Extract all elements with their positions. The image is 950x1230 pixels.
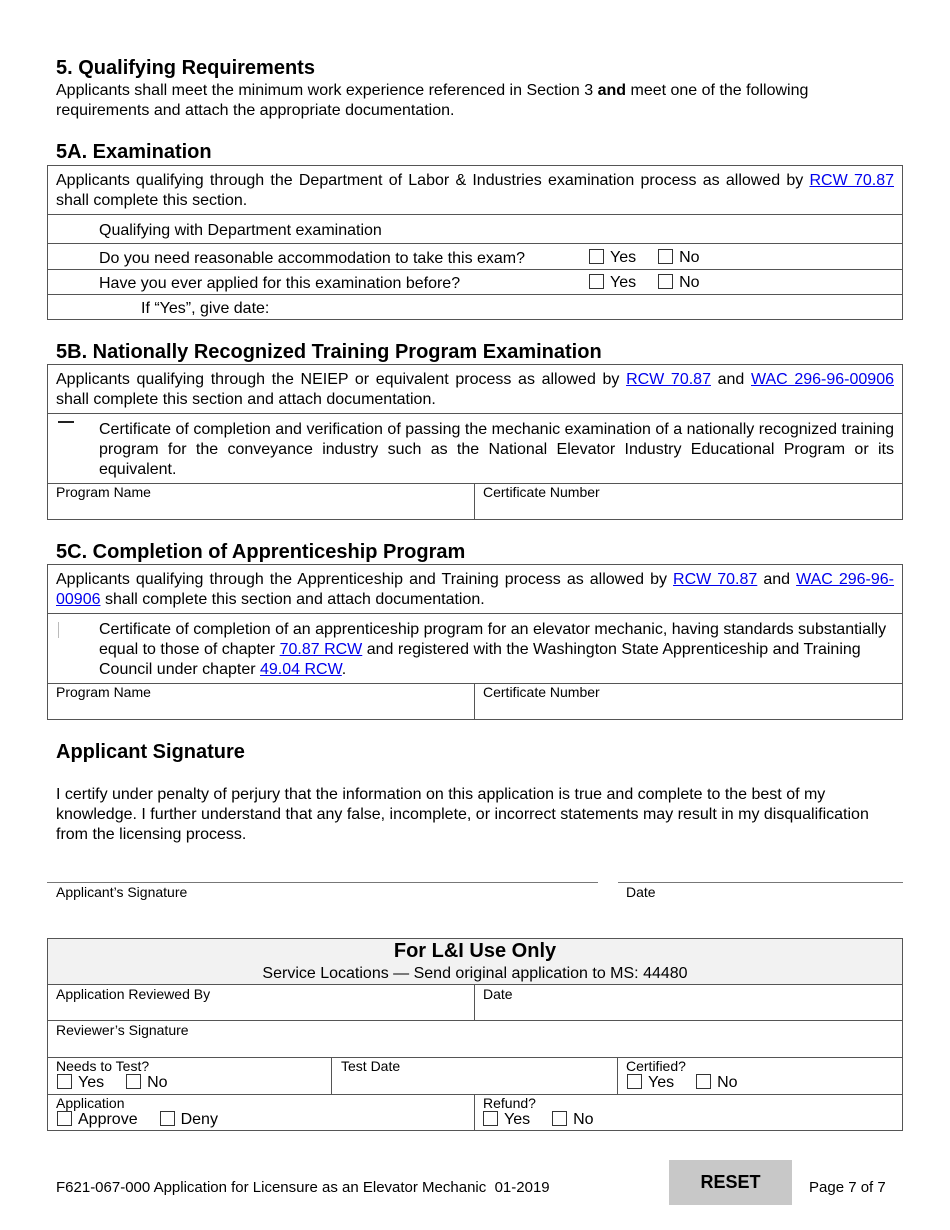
- signature-title: Applicant Signature: [56, 741, 245, 763]
- accommodation-options: Yes No: [589, 249, 722, 267]
- office-use-title: For L&I Use Only: [393, 940, 557, 962]
- section-5a-title: 5A. Examination: [56, 141, 212, 163]
- rcw-70-87-link[interactable]: RCW 70.87: [626, 371, 711, 388]
- if-yes-date-label: If “Yes”, give date:: [141, 300, 270, 317]
- certificate-number-field[interactable]: [476, 700, 902, 719]
- section-5c-description: Applicants qualifying through the Apprenticeship and Training process as allowed by RCW 70.87 and WAC 296-96-00906 shall complete this section and attach documentation.: [56, 571, 895, 608]
- certified-yes-checkbox[interactable]: [627, 1074, 642, 1089]
- applied-before-options: Yes No: [589, 274, 722, 292]
- wac-296-96-00906-link[interactable]: WAC 296-96-00906: [750, 371, 894, 388]
- program-name-field[interactable]: [48, 500, 473, 519]
- rcw-70-87-link[interactable]: RCW 70.87: [673, 571, 758, 588]
- certificate-number-label: Certificate Number: [483, 484, 600, 500]
- section-5a-description: Applicants qualifying through the Department of Labor & Industries examination process as allowed by RCW 70.87 shall complete this section.: [56, 172, 894, 209]
- office-use-subtitle: Service Locations — Send original application to MS: 44480: [262, 965, 688, 982]
- needs-test-no-checkbox[interactable]: [126, 1074, 141, 1089]
- deny-checkbox[interactable]: [160, 1111, 175, 1126]
- needs-test-yes-checkbox[interactable]: [57, 1074, 72, 1089]
- page-number: Page 7 of 7: [809, 1179, 886, 1196]
- qualifying-dept-exam: Qualifying with Department examination: [99, 222, 382, 239]
- section-5-title: 5. Qualifying Requirements: [56, 57, 315, 79]
- section-5b-title: 5B. Nationally Recognized Training Program Examination: [56, 341, 602, 363]
- section-5b-description: Applicants qualifying through the NEIEP or equivalent process as allowed by RCW 70.87 and WAC 296-96-00906 shall complete this section and attach documentation.: [56, 371, 894, 408]
- refund-options: Yes No: [483, 1111, 616, 1129]
- needs-to-test-options: Yes No: [57, 1074, 190, 1092]
- neiep-checkbox[interactable]: [58, 421, 74, 423]
- application-options: Approve Deny: [57, 1111, 240, 1129]
- form-identifier: F621-067-000 Application for Licensure as an Elevator Mechanic 01-2019: [56, 1179, 550, 1196]
- review-date-label: Date: [483, 986, 513, 1002]
- section-5-intro: Applicants shall meet the minimum work experience referenced in Section 3 and meet one of the following requirements and attach the appropriate documentation.: [56, 82, 809, 119]
- chapter-49-04-rcw-link[interactable]: 49.04 RCW: [259, 661, 342, 678]
- applied-before-no-checkbox[interactable]: [658, 274, 673, 289]
- apprenticeship-certificate-text: Certificate of completion of an apprenticeship program for an elevator mechanic, having standards substantially equal to those of chapter 70.87 RCW and registered with the Washington State Apprenticeship and Training Council under chapter 49.04 RCW.: [99, 621, 887, 678]
- accommodation-no-checkbox[interactable]: [658, 249, 673, 264]
- approve-checkbox[interactable]: [57, 1111, 72, 1126]
- applicant-signature-label: Applicant’s Signature: [56, 884, 188, 900]
- refund-label: Refund?: [483, 1095, 536, 1111]
- refund-no-checkbox[interactable]: [552, 1111, 567, 1126]
- applied-before-question: Have you ever applied for this examination before?: [99, 275, 461, 292]
- applied-before-yes-checkbox[interactable]: [589, 274, 604, 289]
- program-name-label: Program Name: [56, 484, 151, 500]
- accommodation-question: Do you need reasonable accommodation to take this exam?: [99, 250, 526, 267]
- signature-date-label: Date: [626, 884, 656, 900]
- section-5c-title: 5C. Completion of Apprenticeship Program: [56, 541, 466, 563]
- needs-to-test-label: Needs to Test?: [56, 1058, 150, 1074]
- reset-button[interactable]: RESET: [669, 1160, 792, 1205]
- signature-date-line[interactable]: [618, 882, 903, 883]
- test-date-label: Test Date: [341, 1058, 401, 1074]
- refund-yes-checkbox[interactable]: [483, 1111, 498, 1126]
- neiep-certificate-text: Certificate of completion and verification of passing the mechanic examination of a nationally recognized training program for the conveyance industry such as the National Elevator Industry Educational Program or its equivalent.: [99, 421, 894, 478]
- certificate-number-label: Certificate Number: [483, 684, 600, 700]
- applicant-signature-line[interactable]: [47, 882, 598, 883]
- apprenticeship-checkbox[interactable]: [58, 622, 59, 638]
- certified-options: Yes No: [627, 1074, 760, 1092]
- certified-no-checkbox[interactable]: [696, 1074, 711, 1089]
- accommodation-yes-checkbox[interactable]: [589, 249, 604, 264]
- certified-label: Certified?: [626, 1058, 686, 1074]
- certificate-number-field[interactable]: [476, 500, 902, 519]
- reviewer-signature-label: Reviewer’s Signature: [56, 1022, 189, 1038]
- perjury-statement: I certify under penalty of perjury that the information on this application is true and complete to the best of my knowledge. I further understand that any false, incomplete, or incorrect statements may result in my disqualification from the licensing process.: [56, 786, 869, 843]
- reviewed-by-label: Application Reviewed By: [56, 986, 211, 1002]
- rcw-70-87-link[interactable]: RCW 70.87: [809, 172, 894, 189]
- program-name-field[interactable]: [48, 700, 473, 719]
- wac-296-96-00906-link[interactable]: WAC 296-96-00906: [56, 571, 895, 608]
- application-label: Application: [56, 1095, 125, 1111]
- program-name-label: Program Name: [56, 684, 151, 700]
- chapter-70-87-rcw-link[interactable]: 70.87 RCW: [279, 641, 363, 658]
